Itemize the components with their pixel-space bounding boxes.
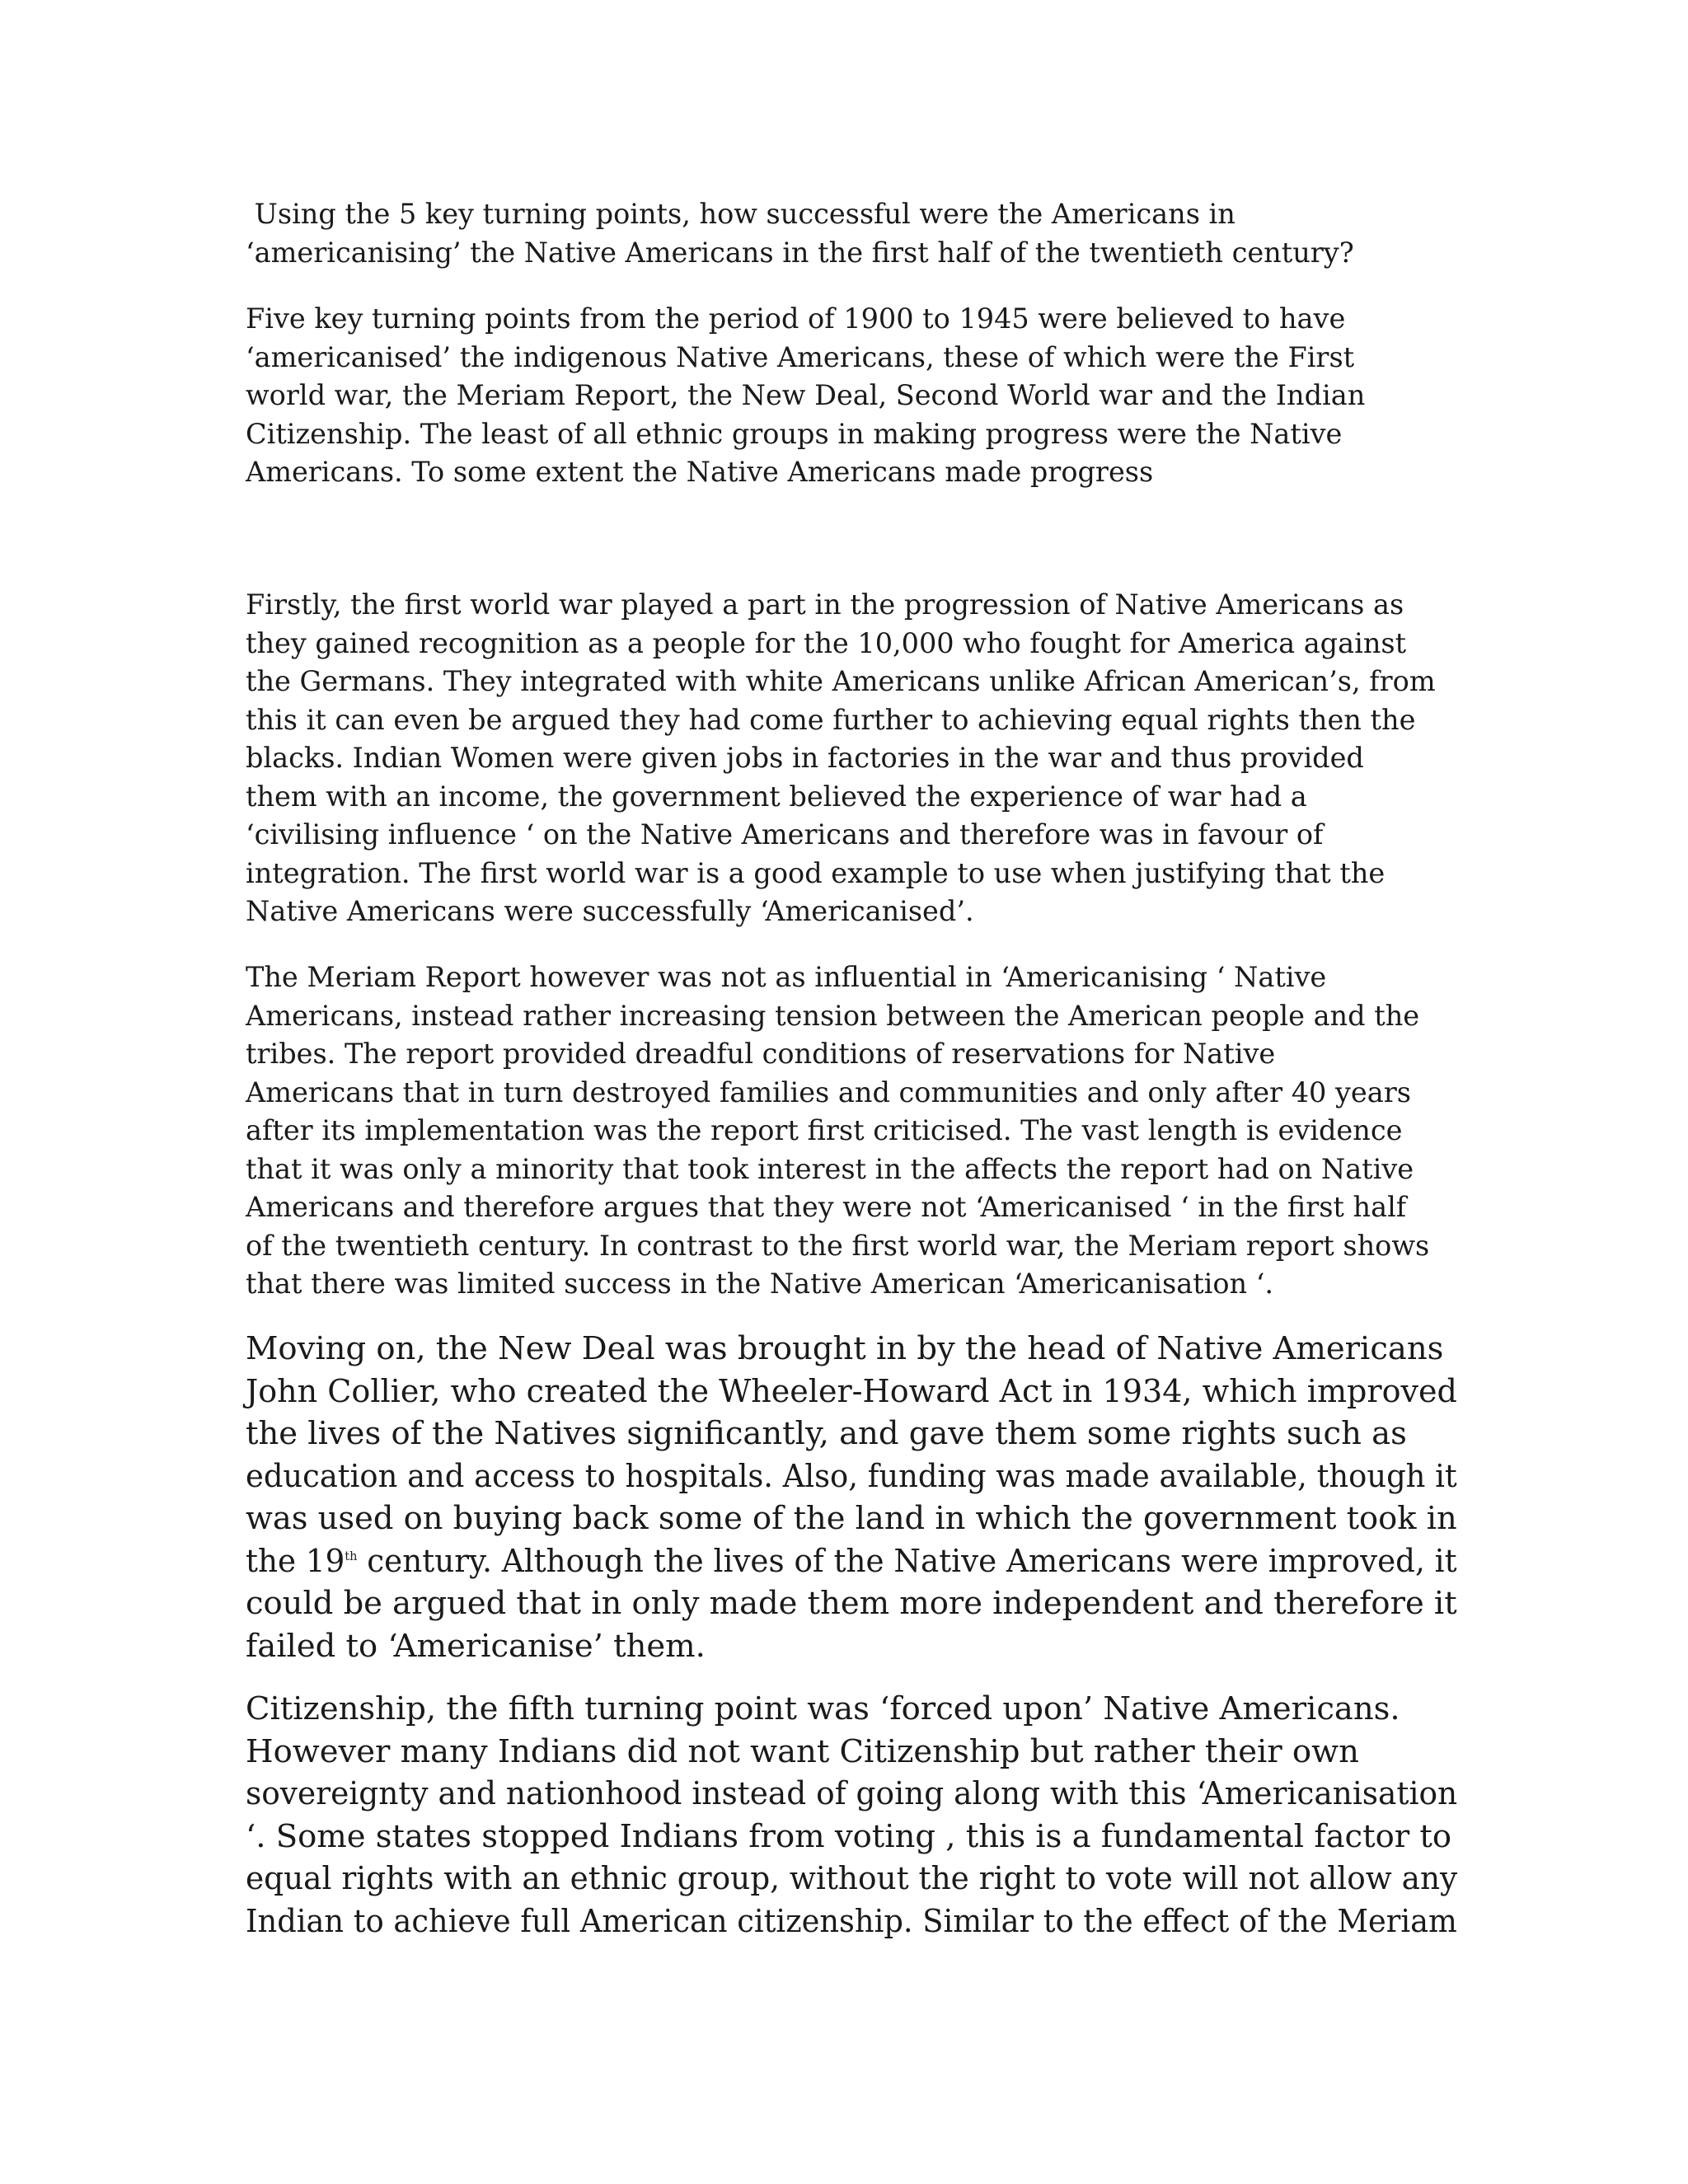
text-line: Citizenship, the fifth turning point was ‘forced upon’ Native Americans. <box>246 1690 1400 1727</box>
ordinal-superscript: th <box>345 1548 358 1563</box>
text-line: Indian to achieve full American citizenship. Similar to the effect of the Meriam <box>246 1902 1457 1940</box>
text-line: that it was only a minority that took interest in the affects the report had on Native <box>246 1152 1414 1185</box>
text-line: they gained recognition as a people for the 10,000 who fought for America against <box>246 626 1407 659</box>
text-line: Firstly, the first world war played a part in the progression of Native Americans as <box>246 588 1404 621</box>
text-line: Citizenship. The least of all ethnic groups in making progress were the Native <box>246 417 1343 450</box>
text-line: education and access to hospitals. Also, funding was made available, though it <box>246 1457 1457 1495</box>
text-line: that there was limited success in the Native American ‘Americanisation ‘. <box>246 1268 1274 1300</box>
text-line: sovereignty and nationhood instead of going along with this ‘Americanisation <box>246 1775 1458 1812</box>
text-line: Moving on, the New Deal was brought in by the head of Native Americans <box>246 1330 1444 1367</box>
text-line: failed to ‘Americanise’ them. <box>246 1627 706 1665</box>
text-line: this it can even be argued they had come further to achieving equal rights then the <box>246 703 1416 736</box>
text-line: Using the 5 key turning points, how successful were the Americans in <box>246 198 1236 230</box>
text-line: the lives of the Natives significantly, and gave them some rights such as <box>246 1415 1407 1452</box>
text-line: ‘americanising’ the Native Americans in the first half of the twentieth century? <box>246 236 1354 269</box>
text-line: Americans, instead rather increasing tension between the American people and the <box>246 999 1420 1032</box>
text-line-with-superscript <box>246 1540 1457 1583</box>
text-line: integration. The first world war is a good example to use when justifying that the <box>246 856 1386 889</box>
text-line: the Germans. They integrated with white Americans unlike African American’s, from <box>246 665 1436 697</box>
text-line: Americans. To some extent the Native Americans made progress <box>246 456 1154 488</box>
text-line: them with an income, the government believed the experience of war had a <box>246 780 1307 813</box>
text-line: tribes. The report provided dreadful conditions of reservations for Native <box>246 1038 1276 1070</box>
text-line: equal rights with an ethnic group, without the right to vote will not allow any <box>246 1860 1458 1897</box>
essay-question <box>246 195 1457 272</box>
text-line: of the twentieth century. In contrast to the first world war, the Meriam report shows <box>246 1229 1430 1262</box>
text-fragment: the 19 <box>246 1542 345 1580</box>
text-line: was used on buying back some of the land in which the government took in <box>246 1500 1457 1537</box>
text-line: Native Americans were successfully ‘Americanised’. <box>246 895 974 927</box>
text-line: Americans and therefore argues that they were not ‘Americanised ‘ in the first half <box>246 1191 1407 1223</box>
text-fragment: century. Although the lives of the Native Americans were improved, it <box>357 1542 1457 1580</box>
text-line: could be argued that in only made them more independent and therefore it <box>246 1585 1457 1622</box>
text-line: ‘americanised’ the indigenous Native Americans, these of which were the First <box>246 340 1355 373</box>
text-line: The Meriam Report however was not as influential in ‘Americanising ‘ Native <box>246 961 1327 993</box>
text-line: Americans that in turn destroyed families and communities and only after 40 years <box>246 1076 1411 1108</box>
new-deal-paragraph <box>246 1328 1457 1667</box>
text-line: However many Indians did not want Citizenship but rather their own <box>246 1732 1359 1770</box>
text-line: Five key turning points from the period of 1900 to 1945 were believed to have <box>246 302 1346 335</box>
text-line: blacks. Indian Women were given jobs in factories in the war and thus provided <box>246 742 1364 774</box>
text-line: after its implementation was the report first criticised. The vast length is evidence <box>246 1114 1403 1146</box>
introduction-paragraph <box>246 300 1457 492</box>
meriam-report-paragraph <box>246 958 1457 1304</box>
text-line: ‘civilising influence ‘ on the Native Americans and therefore was in favour of <box>246 818 1324 851</box>
text-line: world war, the Meriam Report, the New Deal, Second World war and the Indian <box>246 379 1366 411</box>
first-world-war-paragraph <box>246 586 1457 931</box>
text-line: ‘. Some states stopped Indians from voting , this is a fundamental factor to <box>246 1817 1452 1855</box>
citizenship-paragraph <box>246 1688 1457 1943</box>
text-line: John Collier, who created the Wheeler-Howard Act in 1934, which improved <box>246 1372 1457 1410</box>
